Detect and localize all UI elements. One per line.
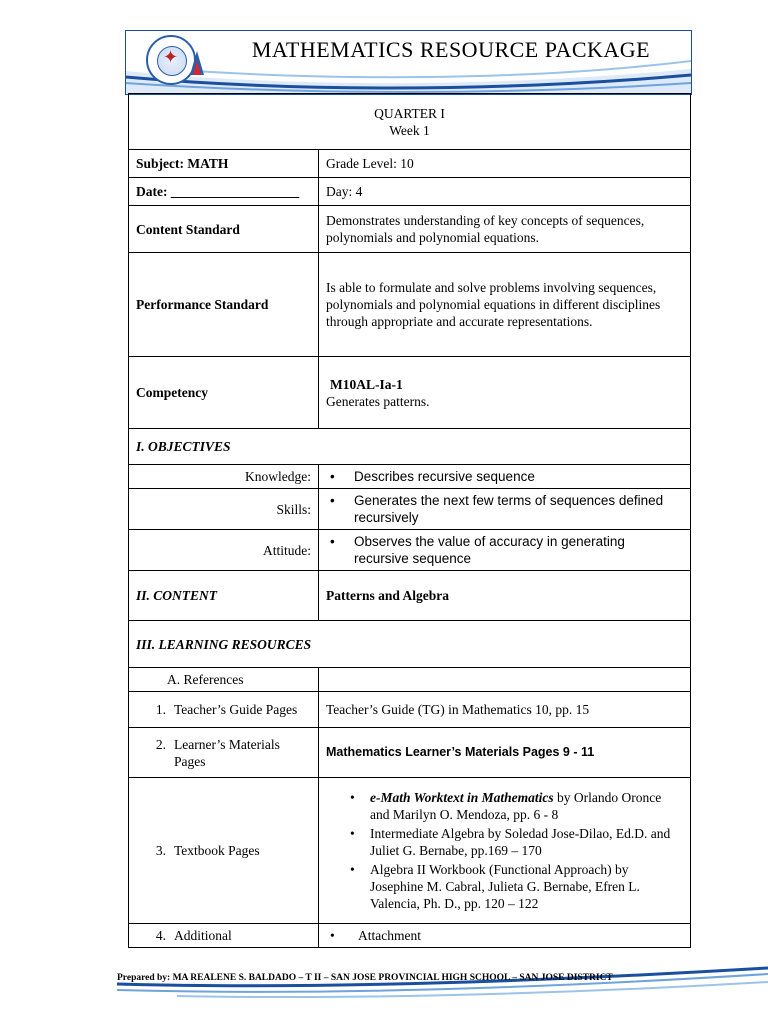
performance-standard-label: Performance Standard: [129, 253, 319, 357]
textbook-list-cell: [319, 778, 691, 924]
competency-text: Generates patterns.: [326, 393, 430, 409]
objective-label-skills: Skills:: [129, 489, 319, 530]
content-value: Patterns and Algebra: [319, 571, 691, 621]
bullet-icon: •: [350, 861, 355, 877]
bullet-icon: •: [330, 493, 335, 508]
objective-label-attitude: Attitude:: [129, 530, 319, 571]
week-label: Week 1: [389, 122, 430, 138]
grade-level-cell: Grade Level: 10: [319, 150, 691, 178]
competency-cell: [319, 357, 691, 429]
objective-attitude-text: Observes the value of accuracy in generating recursive sequence: [354, 534, 625, 566]
textbook-item: [346, 861, 683, 912]
resource-row-4-label: [129, 924, 319, 948]
textbook-item: [346, 789, 683, 823]
objectives-heading: I. OBJECTIVES: [129, 429, 691, 465]
objective-attitude: [319, 530, 691, 571]
page-title: MATHEMATICS RESOURCE PACKAGE: [251, 37, 651, 62]
teachers-guide-label: Teacher’s Guide Pages: [174, 702, 298, 717]
additional-value: Attachment: [358, 928, 421, 943]
page-footer: [117, 966, 768, 1006]
quarter-cell: [129, 94, 691, 150]
resource-row-1-label: [129, 692, 319, 728]
textbook-details: by Orlando Oronce and Marilyn O. Mendoza, pp. 6 - 8: [370, 789, 662, 822]
resource-row-3-label: [129, 778, 319, 924]
textbook-list: [326, 789, 683, 912]
textbook-details: Algebra II Workbook (Functional Approach) by Josephine M. Cabral, Julieta G. Bernabe, Efren L. Valencia, Ph. D., pp. 120 – 122: [370, 861, 640, 911]
resource-number: 1.: [155, 702, 166, 717]
references-label: A. References: [129, 668, 319, 692]
bullet-icon: •: [350, 789, 355, 805]
content-standard-label: Content Standard: [129, 206, 319, 253]
textbook-item: [346, 825, 683, 859]
resource-row-2-label: [129, 728, 319, 778]
resource-number: 4.: [155, 928, 166, 943]
objective-skills-text: Generates the next few terms of sequences defined recursively: [354, 493, 664, 525]
bullet-icon: •: [330, 469, 335, 484]
page-header: [125, 30, 692, 95]
deped-seal-icon: ✦: [146, 35, 196, 85]
quarter-label: QUARTER I: [374, 105, 445, 121]
textbook-details: Intermediate Algebra by Soledad Jose-Dilao, Ed.D. and Juliet G. Bernabe, pp.169 – 170: [370, 825, 671, 858]
bullet-icon: •: [330, 928, 335, 943]
teachers-guide-value: Teacher’s Guide (TG) in Mathematics 10, pp. 15: [319, 692, 691, 728]
objective-label-knowledge: Knowledge:: [129, 465, 319, 489]
resource-number: 2.: [155, 736, 166, 752]
resource-number: 3.: [155, 843, 166, 858]
content-standard-text: Demonstrates understanding of key concepts of sequences, polynomials and polynomial equations.: [319, 206, 691, 253]
references-empty: [319, 668, 691, 692]
prepared-by-text: Prepared by: MA REALENE S. BALDADO – T II – SAN JOSE PROVINCIAL HIGH SCHOOL – SAN JOSE DISTRICT: [117, 973, 613, 983]
textbook-pages-label: Textbook Pages: [174, 843, 260, 858]
day-cell: Day: 4: [319, 178, 691, 206]
performance-standard-text: Is able to formulate and solve problems involving sequences, polynomials and polynomial equations in different disciplines through appropriate and accurate representations.: [319, 253, 691, 357]
additional-label: Additional: [174, 928, 232, 943]
bullet-icon: •: [350, 825, 355, 841]
lesson-plan-table: [128, 93, 691, 948]
objective-knowledge: [319, 465, 691, 489]
footer-swoosh-decoration: [117, 966, 768, 1006]
bullet-icon: •: [330, 534, 335, 549]
learners-materials-label: Learner’s Materials Pages: [174, 736, 280, 769]
learning-resources-heading: III. LEARNING RESOURCES: [129, 621, 691, 668]
textbook-title: e-Math Worktext in Mathematics: [370, 789, 554, 805]
content-heading: II. CONTENT: [129, 571, 319, 621]
learners-materials-value: Mathematics Learner’s Materials Pages 9 - 11: [319, 728, 691, 778]
objective-knowledge-text: Describes recursive sequence: [354, 469, 535, 484]
subject-cell: Subject: MATH: [129, 150, 319, 178]
logo-mark-icon: [188, 49, 206, 77]
competency-code: M10AL-Ia-1: [330, 376, 403, 392]
competency-label: Competency: [129, 357, 319, 429]
additional-value-cell: [319, 924, 691, 948]
objective-skills: [319, 489, 691, 530]
date-cell: Date: ___________________: [129, 178, 319, 206]
